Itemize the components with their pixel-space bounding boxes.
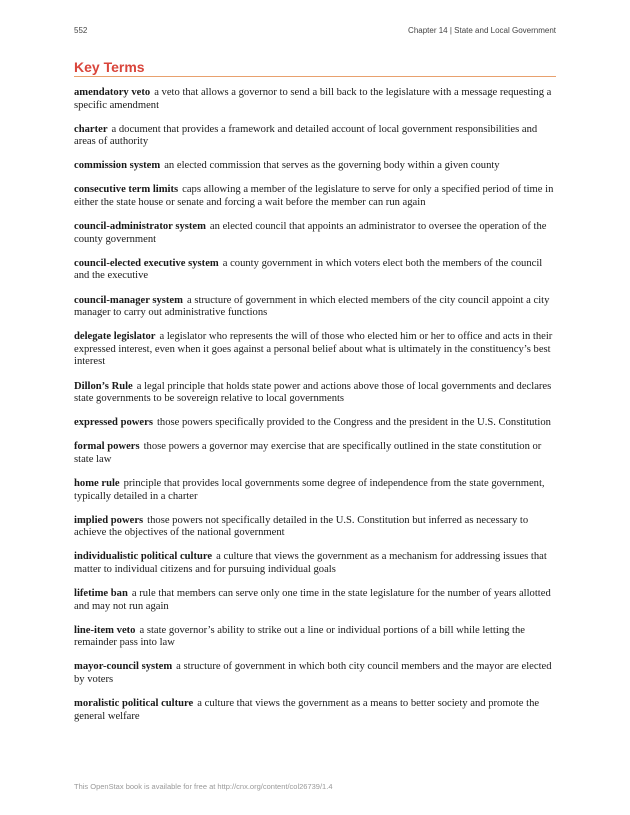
term-name: consecutive term limits [74, 184, 179, 196]
term-definition: a county government in which voters elect both the members of the council and the executive [74, 257, 543, 282]
chapter-title: Chapter 14 | State and Local Government [408, 26, 556, 35]
term-definition: an elected commission that serves as the governing body within a given county [164, 160, 500, 172]
term-entry [74, 160, 558, 173]
term-entry [74, 381, 558, 406]
term-definition: those powers specifically provided to the Congress and the president in the U.S. Constitution [156, 417, 551, 429]
term-name: council-manager system [74, 294, 183, 306]
term-name: mayor-council system [74, 661, 173, 673]
term-entry [74, 331, 558, 369]
page-number: 552 [74, 26, 88, 35]
term-definition: a culture that views the government as a mechanism for addressing issues that matter to individual citizens and for pursuing individual goals [74, 551, 547, 575]
term-entry [74, 441, 558, 466]
term-name: implied powers [74, 514, 144, 526]
term-definition: a culture that views the government as a means to better society and promote the general welfare [74, 698, 540, 722]
term-entry [74, 417, 558, 430]
term-entry [74, 258, 558, 283]
term-definition: a rule that members can serve only one time in the state legislature for the number of years allotted and may not run again [74, 588, 551, 612]
term-entry [74, 478, 558, 503]
term-entry [74, 661, 558, 686]
section-title: Key Terms [74, 59, 556, 77]
term-entry [74, 588, 558, 613]
term-name: line-item veto [74, 624, 136, 636]
term-entry [74, 184, 558, 209]
term-name: lifetime ban [74, 588, 128, 600]
term-definition: a structure of government in which elected members of the city council appoint a city manager to carry out administrative functions [74, 294, 550, 319]
term-definition: an elected council that appoints an administrator to oversee the operation of the county government [74, 221, 547, 245]
term-entry [74, 515, 558, 540]
term-definition: a veto that allows a governor to send a bill back to the legislature with a message requesting a specific amendment [74, 87, 552, 111]
term-definition: those powers not specifically detailed in the U.S. Constitution but inferred as necessary to achieve the objectives of the national government [74, 514, 529, 539]
term-name: amendatory veto [74, 87, 151, 98]
page-header [74, 26, 556, 35]
term-entry [74, 698, 558, 723]
term-name: charter [74, 123, 108, 135]
term-definition: principle that provides local governments some degree of independence from the state government, typically detailed in a charter [74, 477, 545, 502]
term-definition: a document that provides a framework and detailed account of local government responsibilities and areas of authority [74, 123, 538, 148]
term-entry [74, 625, 558, 650]
term-definition: a state governor’s ability to strike out a line or individual portions of a bill while letting the remainder pass into law [74, 624, 526, 649]
term-name: expressed powers [74, 417, 153, 429]
term-entry [74, 295, 558, 320]
term-entry [74, 124, 558, 149]
term-name: home rule [74, 477, 120, 489]
term-definition: a structure of government in which both city council members and the mayor are elected by voters [74, 661, 552, 685]
term-entry [74, 551, 558, 576]
term-definition: a legal principle that holds state power and actions above those of local governments and declares state governments to be sovereign relative to local governments [74, 380, 552, 405]
term-name: Dillon’s Rule [74, 380, 133, 392]
term-name: delegate legislator [74, 331, 156, 343]
term-definition: caps allowing a member of the legislature to serve for only a specified period of time in either the state house or senate and forcing a wait before the member can run again [74, 184, 554, 209]
term-definition: those powers a governor may exercise that are specifically outlined in the state constitution or state law [74, 441, 542, 465]
term-entry [74, 87, 558, 112]
term-entry [74, 221, 558, 246]
term-name: council-administrator system [74, 221, 206, 233]
page-footer: This OpenStax book is available for free at http://cnx.org/content/col26739/1.4 [74, 782, 333, 791]
term-definition: a legislator who represents the will of those who elected him or her to office and acts in their expressed interest, even when it goes against a personal belief about what is ultimately in the constituency’s best interest [74, 331, 553, 368]
term-name: moralistic political culture [74, 698, 194, 710]
key-terms-list [74, 87, 558, 735]
term-name: individualistic political culture [74, 551, 213, 563]
term-name: commission system [74, 160, 161, 172]
term-name: council-elected executive system [74, 257, 219, 269]
term-name: formal powers [74, 441, 140, 453]
